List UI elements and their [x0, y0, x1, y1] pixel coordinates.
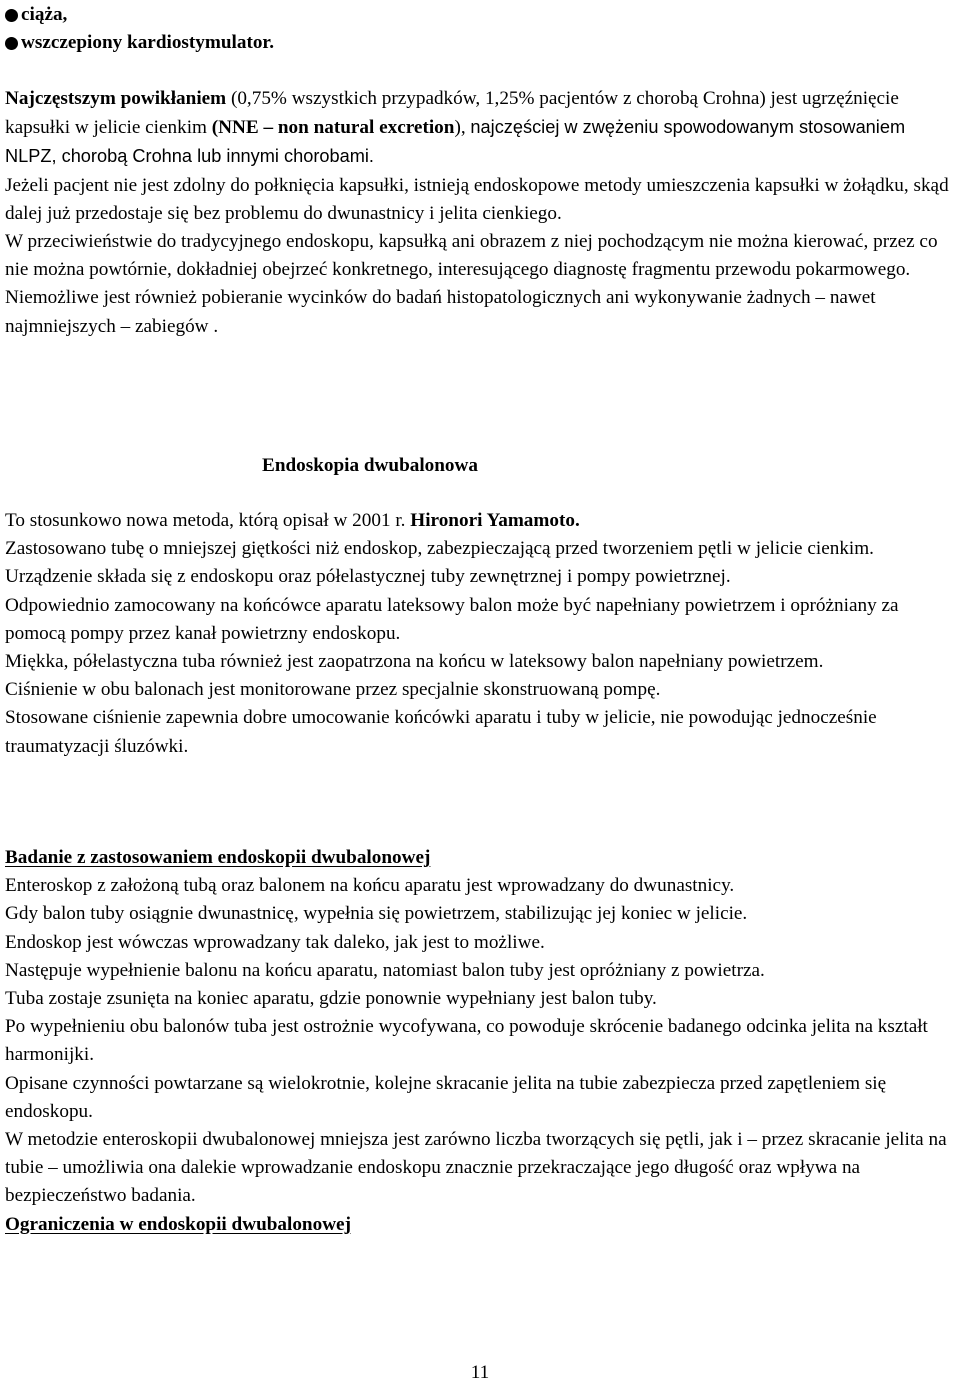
paragraph-line: Ciśnienie w obu balonach jest monitorowane przez specjalnie skonstruowaną pompę.: [5, 679, 661, 701]
paragraph-line: Po wypełnieniu obu balonów tuba jest ostrożnie wycofywana, co powoduje skrócenie badanego odcinka jelita na kształt harmonijki.: [5, 1016, 928, 1066]
dbe-description-section: [5, 507, 957, 761]
paragraph-endoscopic-placement: Jeżeli pacjent nie jest zdolny do połknięcia kapsułki, istnieją endoskopowe metody umieszczenia kapsułki w żołądku, skąd dalej już przedostaje się bez problemu do dwunastnicy i jelita cienkiego.: [5, 174, 949, 224]
paragraph-capsule-limitations: W przeciwieństwie do tradycyjnego endoskopu, kapsułką ani obrazem z niej pochodzącym nie można kierować, przez co nie można powtórnie, dokładniej obejrzeć konkretnego, interesującego diagnostę fragmentu przewodu pokarmowego.: [5, 231, 938, 281]
page-number: 11: [470, 1362, 490, 1383]
paragraph-line: Endoskop jest wówczas wprowadzany tak daleko, jak jest to możliwe.: [5, 931, 545, 953]
paragraph-line: Następuje wypełnienie balonu na końcu aparatu, natomiast balon tuby jest opróżniany z powietrza.: [5, 959, 765, 981]
paragraph-line: Miękka, półelastyczna tuba również jest zaopatrzona na końcu w lateksowy balon napełniany powietrzem.: [5, 651, 824, 673]
paragraph-line: Urządzenie składa się z endoskopu oraz półelastycznej tuby zewnętrznej i pompy powietrznej.: [5, 566, 731, 588]
section-heading: Endoskopia dwubalonowa: [262, 455, 478, 476]
paragraph-line: Stosowane ciśnienie zapewnia dobre umocowanie końcówki aparatu i tuby w jelicie, nie powodując jednocześnie traumatyzacji śluzówki.: [5, 707, 877, 757]
paragraph-line: Gdy balon tuby osiągnie dwunastnicę, wypełnia się powietrzem, stabilizując jej koniec w jelicie.: [5, 903, 748, 925]
complications-section: [5, 85, 957, 341]
bullet-item: ciąża,: [5, 1, 957, 29]
procedure-section: [5, 844, 957, 1239]
paragraph-line: W metodzie enteroskopii dwubalonowej mniejsza jest zarówno liczba tworzących się pętli, jak i – przez skracanie jelita na tubie – umożliwia ona dalekie wprowadzanie endoskopu znacznie przekraczające jego długość oraz wpływa na bezpieczeństwo badania.: [5, 1129, 947, 1207]
section-heading: Badanie z zastosowaniem endoskopii dwubalonowej: [5, 847, 431, 868]
section-heading: Ograniczenia w endoskopii dwubalonowej: [5, 1213, 351, 1235]
bullet-dot-icon: [5, 9, 18, 22]
paragraph-biopsy-impossible: Niemożliwe jest również pobieranie wycinków do badań histopatologicznych ani wykonywanie żadnych – nawet najmniejszych – zabiegów .: [5, 287, 876, 337]
paragraph-line: Odpowiednio zamocowany na końcówce aparatu lateksowy balon może być napełniany powietrzem i opróżniany za pomocą pompy przez kanał powietrzny endoskopu.: [5, 594, 899, 644]
bullet-item: wszczepiony kardiostymulator.: [5, 29, 957, 57]
paragraph-line: Enteroskop z założoną tubą oraz balonem na końcu aparatu jest wprowadzany do dwunastnicy.: [5, 875, 735, 897]
paragraph-line: Tuba zostaje zsunięta na koniec aparatu, gdzie ponownie wypełniany jest balon tuby.: [5, 988, 657, 1010]
bullet-dot-icon: [5, 37, 18, 50]
bullet-list: [5, 1, 957, 57]
paragraph-line: Zastosowano tubę o mniejszej giętkości niż endoskop, zabezpieczającą przed tworzeniem pętli w jelicie cienkim.: [5, 538, 874, 560]
paragraph-complications: Najczęstszym powikłaniem (0,75% wszystkich przypadków, 1,25% pacjentów z chorobą Crohna) jest ugrzęźnięcie kapsułki w jelicie cienkim (NNE – non natural excretion), najczęściej w zwężeniu spowodowanym stosowaniem NLPZ, chorobą Crohna lub innymi chorobami.: [5, 88, 906, 167]
paragraph-line: Opisane czynności powtarzane są wielokrotnie, kolejne skracanie jelita na tubie zabezpiecza przed zapętleniem się endoskopu.: [5, 1072, 887, 1122]
paragraph-intro: To stosunkowo nowa metoda, którą opisał w 2001 r. Hironori Yamamoto.: [5, 510, 580, 531]
